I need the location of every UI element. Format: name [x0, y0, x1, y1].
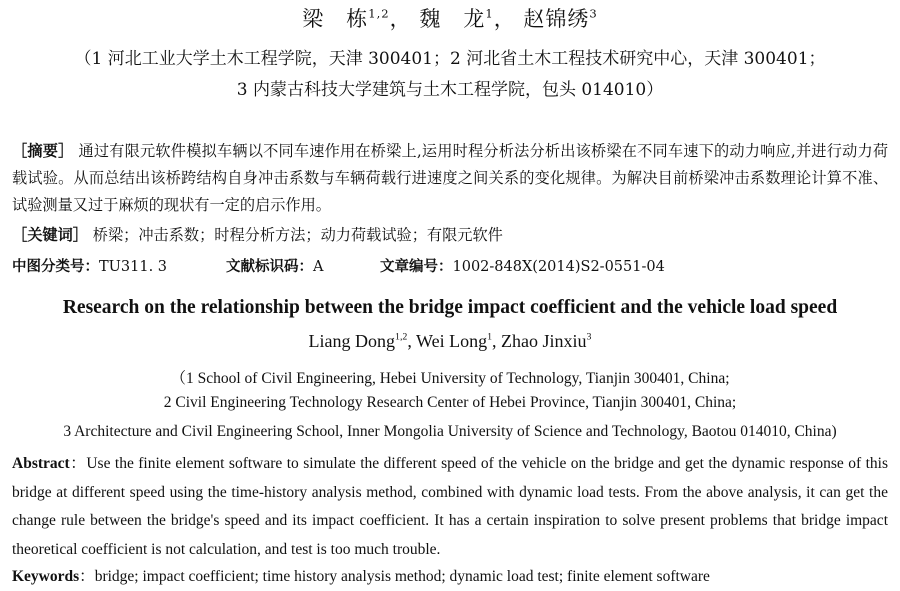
clc-value: TU311. 3 — [99, 259, 168, 275]
author-name: 魏 龙 — [419, 7, 486, 31]
english-abstract — [12, 450, 888, 564]
document-code — [226, 255, 323, 276]
english-abstract-colon: ： — [69, 455, 87, 472]
chinese-keywords-text: 桥梁；冲击系数；时程分析方法；动力荷载试验；有限元软件 — [92, 226, 503, 244]
english-author-line — [0, 331, 900, 352]
author-name: Liang Dong — [308, 331, 396, 351]
english-keywords-text: bridge; impact coefficient; time history analysis method; dynamic load test; finite element software — [94, 568, 710, 585]
author-name: 梁 栋 — [302, 7, 369, 31]
clc-label: 中图分类号： — [12, 259, 99, 275]
author-name: Zhao Jinxiu — [501, 331, 587, 351]
english-affiliation-line-2: 2 Civil Engineering Technology Research Center of Hebei Province, Tianjin 300401, China; — [163, 394, 737, 411]
english-abstract-label: Abstract — [12, 455, 70, 472]
english-keywords-colon: ： — [79, 568, 95, 585]
author-separator: ， — [493, 7, 516, 31]
document-code-value: A — [313, 259, 324, 275]
english-keywords — [12, 564, 888, 586]
english-abstract-text: Use the finite element software to simulate the different speed of the vehicle on the bridge and get the dynamic response of this bridge at different speed using the time-history analysis method, combined with dynamic load tests. From the above analysis, it can get the change rule between the bridge's speed and its impact coefficient. It has a certain inspiration to solve present problems that bridge impact theoretical coefficient is not calculation, and test is too much trouble. — [12, 455, 888, 558]
english-title: Research on the relationship between the bridge impact coefficient and the vehicle load speed — [62, 297, 838, 318]
author-affiliation-mark: 1,2 — [395, 331, 408, 343]
author-affiliation-mark: 3 — [589, 6, 598, 21]
chinese-abstract — [12, 138, 888, 219]
author-separator: ， — [389, 7, 412, 31]
article-number — [380, 255, 665, 276]
english-affiliation-line-3: 3 Architecture and Civil Engineering School, Inner Mongolia University of Science and Technology, Baotou 014010, China) — [63, 423, 837, 440]
article-number-value: 1002-848X(2014)S2-0551-04 — [452, 259, 665, 275]
chinese-keywords — [12, 224, 888, 245]
chinese-abstract-label: ［摘要］ — [12, 142, 74, 160]
chinese-affiliation-line-2: 3 内蒙古科技大学建筑与土木工程学院，包头 014010） — [236, 80, 664, 100]
author-separator: , — [492, 331, 502, 351]
author-affiliation-mark: 3 — [586, 331, 592, 343]
author-separator: , — [407, 331, 417, 351]
author-name: Wei Long — [416, 331, 488, 351]
author-name: 赵锦绣 — [523, 7, 590, 31]
english-keywords-label: Keywords — [12, 568, 80, 585]
author-affiliation-mark: 1 — [485, 6, 494, 21]
chinese-abstract-text: 通过有限元软件模拟车辆以不同车速作用在桥梁上,运用时程分析法分析出该桥梁在不同车速下的动力响应,并进行动力荷载试验。从而总结出该桥跨结构自身冲击系数与车辆荷载行进速度之间关系的变化规律。为解决目前桥梁冲击系数理论计算不准、试验测量又过于麻烦的现状有一定的启示作用。 — [12, 142, 889, 214]
chinese-affiliation-line-1: （1 河北工业大学土木工程学院，天津 300401；2 河北省土木工程技术研究中心，天津 300401； — [74, 49, 826, 69]
article-number-label: 文章编号： — [380, 259, 453, 275]
document-code-label: 文献标识码： — [226, 259, 313, 275]
clc-number — [12, 255, 167, 276]
author-affiliation-mark: 1,2 — [368, 6, 390, 21]
chinese-keywords-label: ［关键词］ — [12, 226, 88, 244]
english-affiliation-line-1: （1 School of Civil Engineering, Hebei University of Technology, Tianjin 300401, China; — [170, 370, 730, 387]
author-affiliation-mark: 1 — [487, 331, 493, 343]
chinese-author-line — [0, 3, 900, 33]
